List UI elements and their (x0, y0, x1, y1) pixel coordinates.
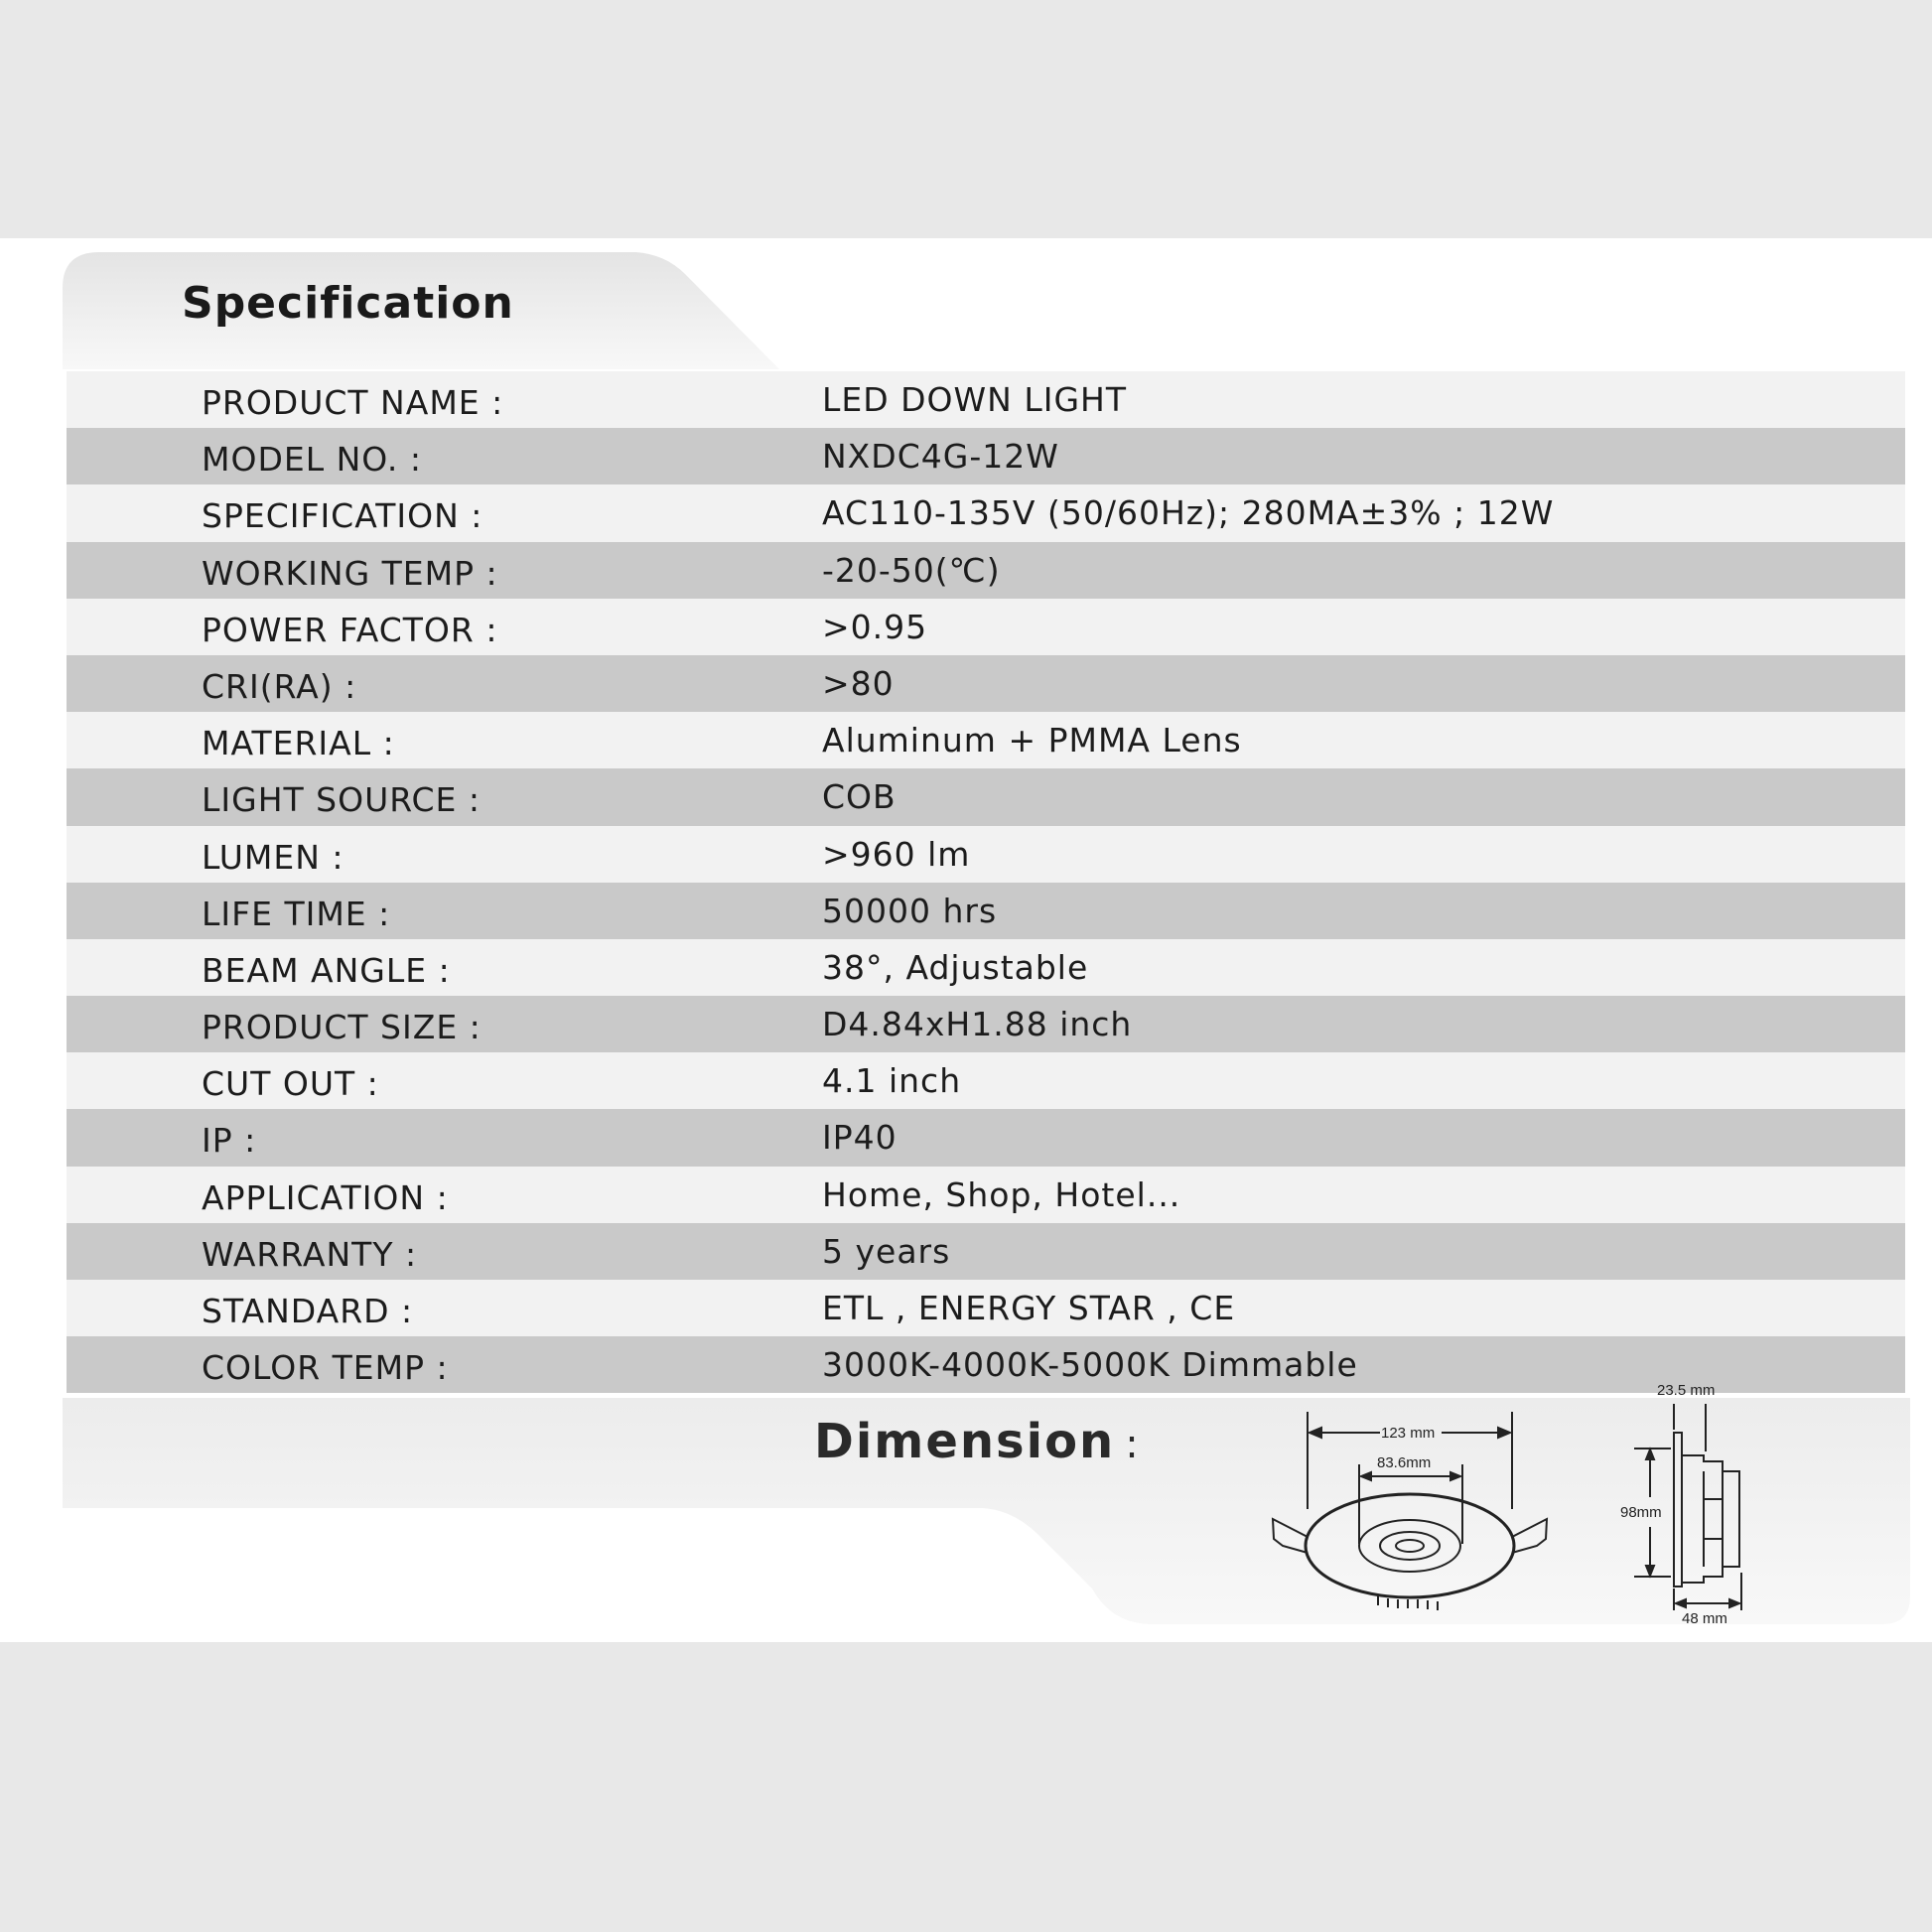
spec-value: >0.95 (822, 607, 928, 646)
spec-label: SPECIFICATION : (202, 496, 483, 536)
spec-label: BEAM ANGLE : (202, 950, 451, 990)
spec-label: WARRANTY : (202, 1234, 418, 1274)
dim-depth-label: 48 mm (1682, 1610, 1727, 1627)
dim-outer-diameter-label: 123 mm (1381, 1425, 1436, 1442)
spec-value: >80 (822, 663, 895, 703)
spec-label: IP : (202, 1121, 257, 1161)
spec-label: PRODUCT SIZE : (202, 1008, 482, 1047)
dimension-title-separator: : (1125, 1422, 1141, 1467)
spec-value: AC110-135V (50/60Hz); 280MA±3% ; 12W (822, 493, 1555, 533)
spec-label: LIGHT SOURCE : (202, 780, 482, 820)
spec-value: Home, Shop, Hotel... (822, 1174, 1181, 1214)
spec-value: >960 lm (822, 834, 971, 874)
spec-label: LIFE TIME : (202, 894, 391, 933)
spec-label: MODEL NO. : (202, 440, 423, 480)
spec-value: 3000K-4000K-5000K Dimmable (822, 1345, 1358, 1385)
spec-value: -20-50(℃) (822, 550, 1001, 590)
spec-label: POWER FACTOR : (202, 610, 498, 649)
dim-top-width-label: 23.5 mm (1657, 1382, 1716, 1399)
spec-label: MATERIAL : (202, 724, 395, 763)
spec-value: IP40 (822, 1118, 897, 1158)
spec-value: ETL , ENERGY STAR , CE (822, 1289, 1236, 1327)
spec-value: D4.84xH1.88 inch (822, 1005, 1133, 1044)
spec-value: 5 years (822, 1231, 951, 1271)
spec-value: LED DOWN LIGHT (822, 380, 1127, 419)
dimension-title-text: Dimension (814, 1414, 1116, 1469)
spec-value: Aluminum + PMMA Lens (822, 721, 1242, 760)
page-title: Specification (182, 278, 514, 329)
spec-label: LUMEN : (202, 837, 345, 877)
spec-label: STANDARD : (202, 1292, 414, 1330)
spec-label: WORKING TEMP : (202, 553, 498, 593)
dim-side-height-label: 98mm (1620, 1504, 1662, 1521)
spec-label: PRODUCT NAME : (202, 383, 504, 422)
dim-inner-diameter-label: 83.6mm (1377, 1454, 1432, 1471)
spec-value: 50000 hrs (822, 891, 998, 930)
spec-value: 38°, Adjustable (822, 947, 1089, 987)
spec-label: CUT OUT : (202, 1064, 379, 1104)
spec-value: 4.1 inch (822, 1061, 962, 1101)
spec-label: APPLICATION : (202, 1177, 449, 1217)
spec-label: COLOR TEMP : (202, 1348, 449, 1388)
spec-label: CRI(RA) : (202, 666, 357, 706)
spec-value: NXDC4G-12W (822, 437, 1059, 477)
spec-value: COB (822, 777, 897, 817)
